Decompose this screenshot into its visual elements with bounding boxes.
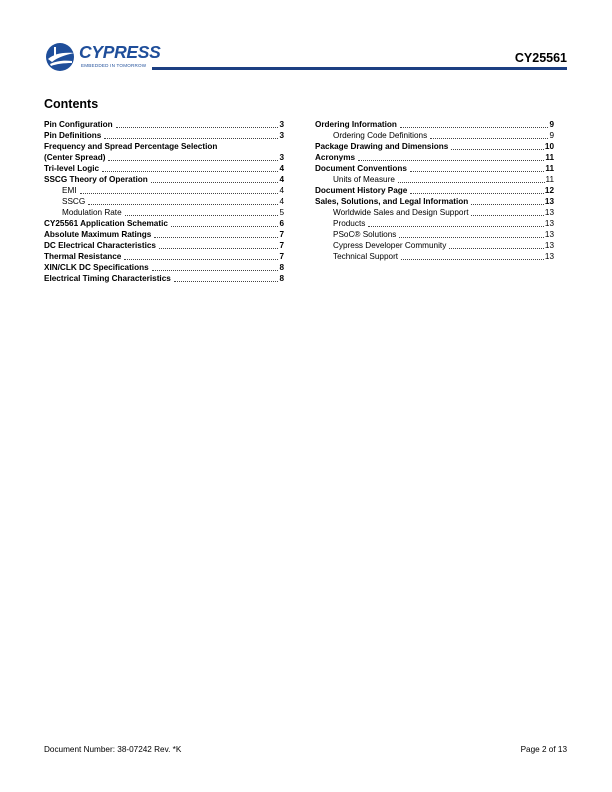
toc-dot-leader xyxy=(471,203,544,205)
toc-entry-title: Sales, Solutions, and Legal Information xyxy=(315,197,469,206)
toc-entry-title: Ordering Code Definitions xyxy=(333,131,428,140)
toc-entry-page: 8 xyxy=(279,263,284,272)
toc-entry-title: Acronyms xyxy=(315,153,356,162)
toc-entry[interactable] xyxy=(315,185,554,196)
toc-entry[interactable] xyxy=(44,273,284,284)
toc-entry[interactable] xyxy=(315,163,554,174)
toc-dot-leader xyxy=(430,137,548,139)
toc-entry-title: Ordering Information xyxy=(315,120,397,129)
toc-entry-title: Document Conventions xyxy=(315,164,407,173)
toc-dot-leader xyxy=(104,137,278,139)
toc-entry[interactable] xyxy=(315,119,554,130)
toc-entry[interactable] xyxy=(44,130,284,141)
toc-entry-page: 11 xyxy=(545,153,554,162)
toc-subentry[interactable] xyxy=(44,196,284,207)
contents-heading: Contents xyxy=(44,97,99,111)
toc-entry-title: Thermal Resistance xyxy=(44,252,122,261)
toc-entry-page: 10 xyxy=(544,142,554,151)
toc-entry-title: Tri-level Logic xyxy=(44,164,100,173)
toc-dot-leader xyxy=(80,192,279,194)
toc-dot-leader xyxy=(108,159,278,161)
toc-entry-page: 13 xyxy=(544,208,554,217)
toc-dot-leader xyxy=(116,126,279,128)
toc-dot-leader xyxy=(154,236,278,238)
toc-entry[interactable] xyxy=(44,119,284,130)
toc-entry-title: SSCG Theory of Operation xyxy=(44,175,148,184)
toc-entry-page: 8 xyxy=(279,274,284,283)
toc-subentry[interactable] xyxy=(315,174,554,185)
toc-entry[interactable] xyxy=(44,229,284,240)
toc-dot-leader xyxy=(400,126,549,128)
toc-entry-page: 7 xyxy=(279,252,284,261)
toc-dot-leader xyxy=(449,247,544,249)
toc-dot-leader xyxy=(399,236,544,238)
toc-entry-title: SSCG xyxy=(62,197,86,206)
toc-dot-leader xyxy=(171,225,279,227)
toc-dot-leader xyxy=(102,170,278,172)
toc-subentry[interactable] xyxy=(315,240,554,251)
toc-dot-leader xyxy=(125,214,279,216)
toc-entry-title: Technical Support xyxy=(333,252,399,261)
toc-entry[interactable] xyxy=(44,240,284,251)
toc-dot-leader xyxy=(398,181,545,183)
logo-wordmark: CYPRESS xyxy=(79,42,161,62)
toc-entry-page: 3 xyxy=(279,120,284,129)
toc-entry-title: Absolute Maximum Ratings xyxy=(44,230,152,239)
toc-entry-page: 4 xyxy=(279,197,284,206)
toc-left-column xyxy=(44,119,284,284)
toc-entry-page: 5 xyxy=(279,208,284,217)
toc-entry-title: Units of Measure xyxy=(333,175,395,184)
toc-entry-title: Cypress Developer Community xyxy=(333,241,447,250)
toc-entry-title: Document History Page xyxy=(315,186,408,195)
cypress-tree-icon xyxy=(44,42,78,72)
toc-entry[interactable] xyxy=(44,218,284,229)
toc-dot-leader xyxy=(159,247,278,249)
toc-right-column xyxy=(315,119,554,262)
toc-entry-page: 12 xyxy=(544,186,554,195)
footer-page-number: Page 2 of 13 xyxy=(520,745,567,754)
toc-entry-page: 11 xyxy=(545,164,554,173)
toc-dot-leader xyxy=(410,192,544,194)
toc-dot-leader xyxy=(368,225,544,227)
toc-entry-page: 13 xyxy=(544,197,554,206)
toc-entry[interactable] xyxy=(44,163,284,174)
toc-subentry[interactable] xyxy=(44,207,284,218)
toc-entry-page: 4 xyxy=(279,175,284,184)
header-rule xyxy=(152,67,567,70)
toc-subentry[interactable] xyxy=(44,185,284,196)
toc-entry[interactable] xyxy=(44,174,284,185)
toc-entry-title: Pin Definitions xyxy=(44,131,102,140)
toc-entry[interactable] xyxy=(44,262,284,273)
toc-dot-leader xyxy=(401,258,544,260)
toc-entry[interactable] xyxy=(315,196,554,207)
toc-entry[interactable] xyxy=(44,152,284,163)
toc-dot-leader xyxy=(451,148,544,150)
toc-entry[interactable] xyxy=(44,251,284,262)
toc-entry-page: 13 xyxy=(544,241,554,250)
toc-entry-title: DC Electrical Characteristics xyxy=(44,241,156,250)
toc-dot-leader xyxy=(124,258,278,260)
toc-dot-leader xyxy=(358,159,544,161)
toc-entry-page: 13 xyxy=(544,252,554,261)
toc-entry-page: 9 xyxy=(549,120,554,129)
toc-entry-page: 13 xyxy=(544,219,554,228)
toc-entry-title: EMI xyxy=(62,186,77,195)
footer-document-number: Document Number: 38-07242 Rev. *K xyxy=(44,745,182,754)
toc-entry-title: PSoC® Solutions xyxy=(333,230,397,239)
toc-entry-page: 7 xyxy=(279,230,284,239)
toc-entry-title: CY25561 Application Schematic xyxy=(44,219,168,228)
toc-subentry[interactable] xyxy=(315,251,554,262)
toc-dot-leader xyxy=(151,181,279,183)
toc-entry-page: 3 xyxy=(279,153,284,162)
toc-entry-page: 11 xyxy=(545,175,554,184)
toc-entry-title: (Center Spread) xyxy=(44,153,106,162)
toc-subentry[interactable] xyxy=(315,218,554,229)
toc-entry-page: 6 xyxy=(279,219,284,228)
toc-entry[interactable] xyxy=(315,141,554,152)
toc-dot-leader xyxy=(88,203,278,205)
toc-entry-title: Products xyxy=(333,219,366,228)
toc-entry-title: Modulation Rate xyxy=(62,208,122,217)
toc-dot-leader xyxy=(174,280,279,282)
document-code: CY25561 xyxy=(514,51,567,65)
toc-entry-title: XIN/CLK DC Specifications xyxy=(44,263,149,272)
toc-entry-page: 4 xyxy=(279,186,284,195)
toc-subentry[interactable] xyxy=(315,229,554,240)
toc-entry[interactable] xyxy=(315,152,554,163)
toc-dot-leader xyxy=(471,214,543,216)
toc-entry-title: Electrical Timing Characteristics xyxy=(44,274,171,283)
toc-subentry[interactable] xyxy=(315,130,554,141)
toc-entry-page: 13 xyxy=(544,230,554,239)
toc-entry-title: Worldwide Sales and Design Support xyxy=(333,208,469,217)
toc-dot-leader xyxy=(152,269,279,271)
toc-entry-page: 9 xyxy=(549,131,554,140)
toc-entry-title: Pin Configuration xyxy=(44,120,113,129)
toc-subentry[interactable] xyxy=(315,207,554,218)
toc-entry-page: 4 xyxy=(279,164,284,173)
toc-dot-leader xyxy=(410,170,544,172)
toc-entry-page: 7 xyxy=(279,241,284,250)
toc-entry-title: Package Drawing and Dimensions xyxy=(315,142,449,151)
toc-entry[interactable]: Frequency and Spread Percentage Selection xyxy=(44,142,218,151)
logo-tagline: EMBEDDED IN TOMORROW xyxy=(81,63,147,68)
cypress-logo xyxy=(44,42,161,74)
toc-entry-page: 3 xyxy=(279,131,284,140)
